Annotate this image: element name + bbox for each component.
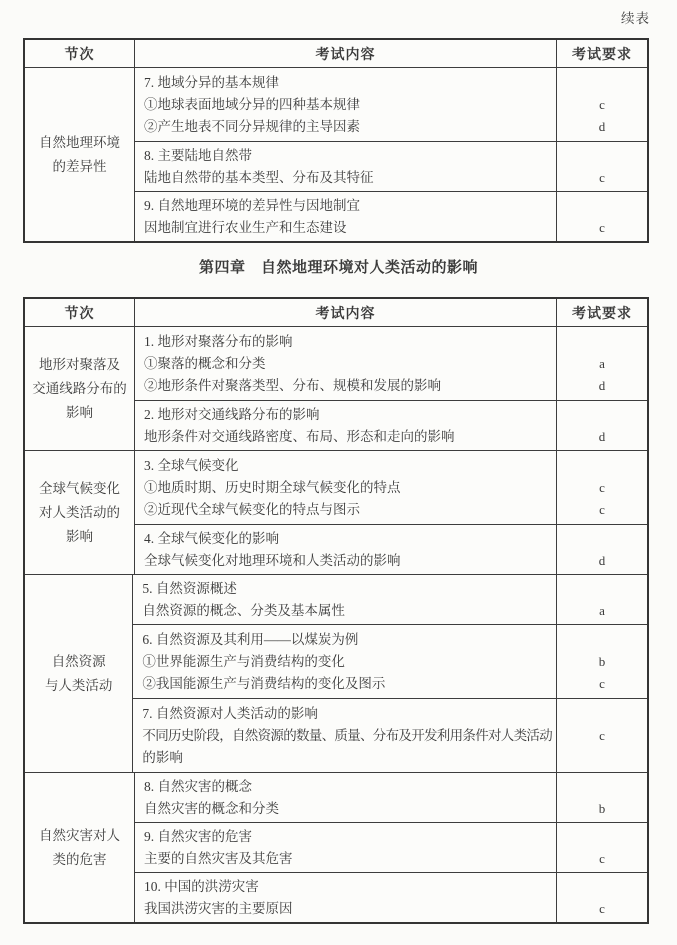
requirement-value — [597, 331, 607, 353]
content-line: 主要的自然灾害及其危害 — [144, 850, 293, 866]
requirement-value — [597, 629, 607, 651]
table1-header-content: 考试内容 — [134, 40, 557, 67]
table-continued — [23, 38, 649, 243]
requirement-cell — [556, 451, 647, 524]
section-label-line: 全球气候变化 — [39, 480, 120, 496]
requirement-value: c — [599, 675, 605, 691]
requirement-cell — [556, 525, 647, 574]
requirement-cell — [556, 575, 647, 624]
requirement-value: c — [599, 479, 605, 495]
requirement-value — [597, 578, 607, 600]
requirement-value — [597, 528, 607, 550]
requirement-value: c — [599, 501, 605, 517]
content-line: 8. 自然灾害的概念 — [144, 778, 252, 794]
requirement-value — [597, 195, 607, 217]
section-label-line: 影响 — [66, 404, 93, 420]
requirement-cell — [556, 625, 647, 698]
content-cell — [135, 142, 556, 191]
section-label — [25, 773, 135, 922]
table-row — [135, 68, 647, 141]
continued-table-label: 续表 — [621, 11, 650, 26]
table-row — [135, 524, 647, 574]
content-line: ②我国能源生产与消费结构的变化及图示 — [142, 675, 386, 691]
requirement-value — [597, 145, 607, 167]
table-row — [135, 822, 647, 872]
content-line: 因地制宜进行农业生产和生态建设 — [144, 219, 347, 235]
table2-header-row — [25, 299, 647, 327]
requirement-value: c — [599, 219, 605, 235]
content-line: 9. 自然灾害的危害 — [144, 828, 252, 844]
content-cell — [135, 327, 556, 400]
content-cell — [135, 873, 556, 922]
requirement-value: d — [598, 377, 606, 393]
table2-header-content: 考试内容 — [134, 299, 557, 326]
content-line: 9. 自然地理环境的差异性与因地制宜 — [144, 197, 360, 213]
requirement-cell — [556, 873, 647, 922]
requirement-cell — [556, 192, 647, 241]
table1-header-row — [25, 40, 647, 68]
content-line: ①世界能源生产与消费结构的变化 — [142, 653, 345, 669]
content-cell — [135, 773, 556, 822]
section-label-line: 地形对聚落及 — [39, 356, 120, 372]
requirement-cell — [556, 823, 647, 872]
section-rows — [133, 575, 647, 772]
requirement-value: b — [598, 653, 606, 669]
table-row — [135, 327, 647, 400]
section-rows — [135, 451, 647, 574]
section-label-line: 对人类活动的 — [39, 504, 120, 520]
requirement-cell — [556, 699, 647, 772]
requirement-value — [597, 703, 607, 725]
requirement-cell — [556, 142, 647, 191]
requirement-value — [597, 404, 607, 426]
content-line: 不同历史阶段，自然资源的数量、质量、分布及开发利用条件对人类活动 — [142, 727, 552, 743]
table-row — [135, 451, 647, 524]
table-row — [135, 191, 647, 241]
requirement-value: b — [598, 800, 606, 816]
table-chapter4 — [23, 297, 649, 924]
content-cell — [133, 699, 556, 772]
table-row — [135, 872, 647, 922]
content-line: 6. 自然资源及其利用——以煤炭为例 — [142, 631, 359, 647]
content-cell — [133, 575, 556, 624]
content-line: 7. 自然资源对人类活动的影响 — [142, 705, 318, 721]
content-line: ②地形条件对聚落类型、分布、规模和发展的影响 — [144, 377, 441, 393]
requirement-value: a — [599, 602, 605, 618]
content-line: ②近现代全球气候变化的特点与图示 — [144, 501, 360, 517]
section-label-line: 交通线路分布的 — [32, 380, 127, 396]
section-label-line: 自然资源 — [51, 653, 106, 669]
section-label — [25, 327, 135, 450]
table-row — [135, 773, 647, 822]
content-cell — [135, 68, 556, 141]
requirement-value: d — [598, 118, 606, 134]
table2-header-requirement: 考试要求 — [572, 306, 632, 322]
requirement-value: c — [599, 96, 605, 112]
table1-header-requirement: 考试要求 — [572, 47, 632, 63]
section-label-line: 类的危害 — [52, 851, 107, 867]
section-label-line: 的差异性 — [52, 158, 107, 174]
content-line: 10. 中国的洪涝灾害 — [144, 878, 259, 894]
content-line: 自然资源的概念、分类及基本属性 — [142, 602, 345, 618]
requirement-cell — [556, 401, 647, 450]
content-cell — [135, 451, 556, 524]
requirement-value: c — [599, 169, 605, 185]
content-cell — [135, 525, 556, 574]
content-line: 我国洪涝灾害的主要原因 — [144, 900, 293, 916]
section-label — [25, 451, 135, 574]
table2-section-climate — [25, 450, 647, 574]
requirement-cell — [556, 773, 647, 822]
table2-section-resources — [25, 574, 647, 772]
table2-section-disasters — [25, 772, 647, 922]
requirement-value — [597, 876, 607, 898]
content-cell — [135, 401, 556, 450]
content-cell — [133, 625, 556, 698]
content-line: 全球气候变化对地理环境和人类活动的影响 — [144, 552, 401, 568]
table-row — [133, 698, 647, 772]
requirement-value — [597, 72, 607, 94]
content-line: 地形条件对交通线路密度、布局、形态和走向的影响 — [144, 428, 455, 444]
content-line: 5. 自然资源概述 — [142, 580, 237, 596]
requirement-cell — [556, 327, 647, 400]
requirement-cell — [556, 68, 647, 141]
requirement-value — [597, 455, 607, 477]
content-cell — [135, 823, 556, 872]
table-row — [133, 624, 647, 698]
requirement-value: d — [598, 552, 606, 568]
content-line: ①地球表面地域分异的四种基本规律 — [144, 96, 360, 112]
requirement-value: c — [599, 727, 605, 743]
content-line: 自然灾害的概念和分类 — [144, 800, 279, 816]
requirement-value — [597, 776, 607, 798]
requirement-value — [597, 747, 607, 769]
table-row — [133, 575, 647, 624]
table1-header-section: 节次 — [64, 47, 95, 63]
table2-header-section: 节次 — [64, 306, 95, 322]
content-line: 1. 地形对聚落分布的影响 — [144, 333, 293, 349]
requirement-value: c — [599, 850, 605, 866]
content-line: ②产生地表不同分异规律的主导因素 — [144, 118, 360, 134]
section-rows — [135, 773, 647, 922]
section-rows — [135, 327, 647, 450]
content-line: 7. 地域分异的基本规律 — [144, 74, 279, 90]
requirement-value: a — [599, 355, 605, 371]
content-line: ①地质时期、历史时期全球气候变化的特点 — [144, 479, 401, 495]
table-row — [135, 400, 647, 450]
table-row — [135, 141, 647, 191]
section-label-line: 自然灾害对人 — [39, 827, 120, 843]
content-line: 2. 地形对交通线路分布的影响 — [144, 406, 320, 422]
section-label — [25, 68, 135, 241]
content-line: 的影响 — [142, 749, 183, 765]
chapter-title: 第四章 自然地理环境对人类活动的影响 — [198, 260, 478, 276]
table2-section-terrain — [25, 327, 647, 450]
content-line: 8. 主要陆地自然带 — [144, 147, 252, 163]
content-line: 3. 全球气候变化 — [144, 457, 239, 473]
content-line: ①聚落的概念和分类 — [144, 355, 266, 371]
section-label-line: 与人类活动 — [44, 677, 113, 693]
requirement-value — [597, 826, 607, 848]
content-line: 陆地自然带的基本类型、分布及其特征 — [144, 169, 374, 185]
requirement-value: c — [599, 900, 605, 916]
requirement-value: d — [598, 428, 606, 444]
section-label-line: 自然地理环境 — [39, 134, 120, 150]
content-cell — [135, 192, 556, 241]
section-label-line: 影响 — [66, 528, 93, 544]
section-rows — [135, 68, 647, 241]
table1-section-differentiation — [25, 68, 647, 241]
section-label — [25, 575, 133, 772]
content-line: 4. 全球气候变化的影响 — [144, 530, 279, 546]
